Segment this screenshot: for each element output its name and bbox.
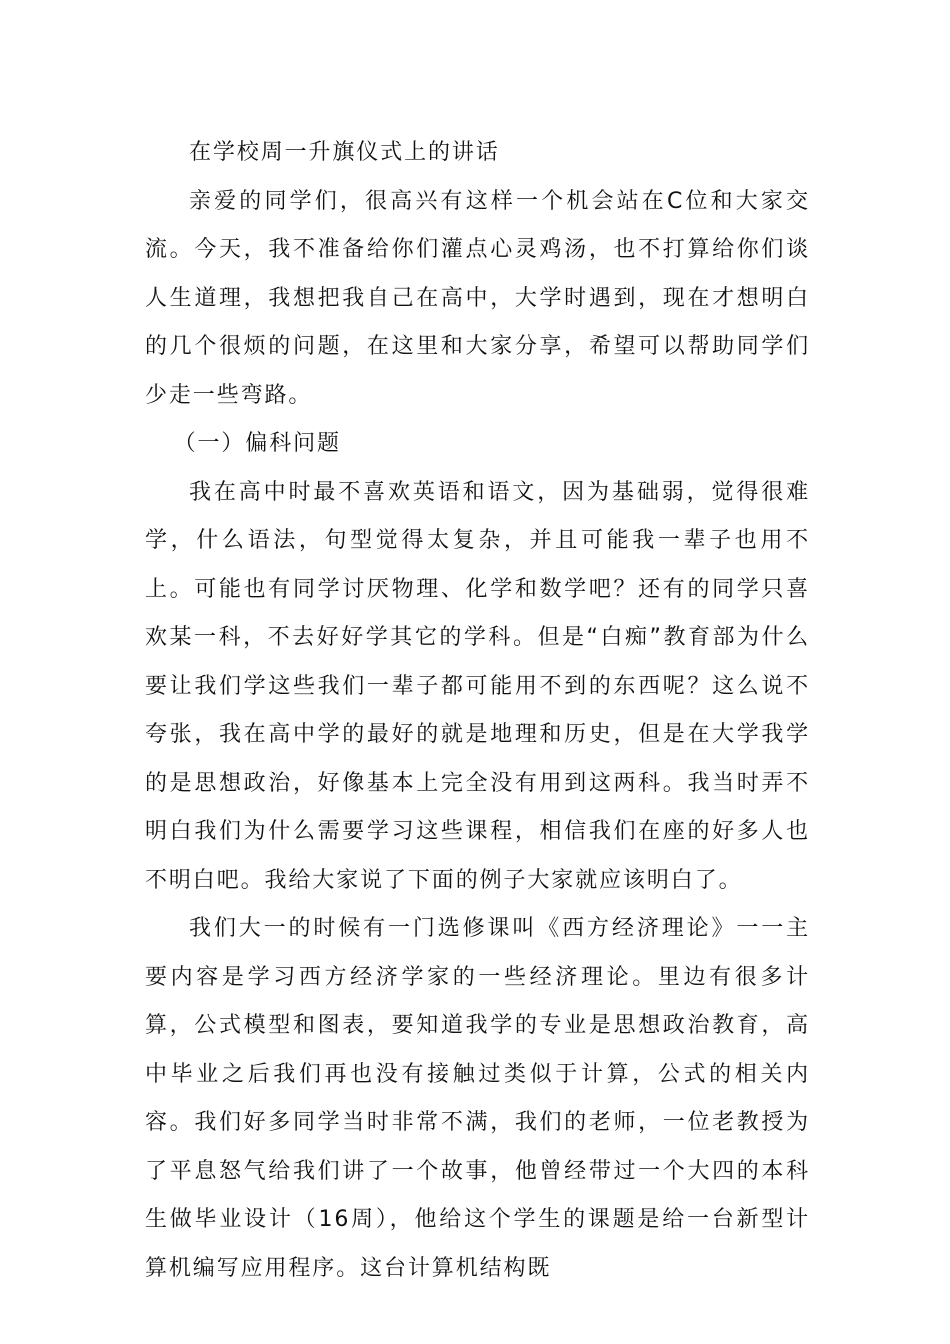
intro-paragraph: 亲爱的同学们，很高兴有这样一个机会站在C位和大家交流。今天，我不准备给你们灌点心灵鸡汤，也不打算给你们谈人生道理，我想把我自己在高中，大学时遇到，现在才想明白的几个很烦的问题，在这里和大家分享，希望可以帮助同学们少走一些弯路。 [145,188,810,408]
section-paragraph-2: 我们大一的时候有一门选修课叫《西方经济理论》一一主要内容是学习西方经济学家的一些经济理论。里边有很多计算，公式模型和图表，要知道我学的专业是思想政治教育，高中毕业之后我们再也没有接触过类似于计算，公式的相关内容。我们好多同学当时非常不满，我们的老师，一位老教授为了平息怒气给我们讲了一个故事，他曾经带过一个大四的本科生做毕业设计（16周），他给这个学生的课题是给一台新型计算机编写应用程序。这台计算机结构既 [145,916,810,1281]
document-body [145,129,810,1293]
section-heading: （一）偏科问题 [173,431,341,456]
section-paragraph-1: 我在高中时最不喜欢英语和语文，因为基础弱，觉得很难学，什么语法，句型觉得太复杂，并且可能我一辈子也用不上。可能也有同学讨厌物理、化学和数学吧？还有的同学只喜欢某一科，不去好好学其它的学科。但是“白痴”教育部为什么要让我们学这些我们一辈子都可能用不到的东西呢？这么说不夸张，我在高中学的最好的就是地理和历史，但是在大学我学的是思想政治，好像基本上完全没有用到这两科。我当时弄不明白我们为什么需要学习这些课程，相信我们在座的好多人也不明白吧。我给大家说了下面的例子大家就应该明白了。 [145,479,810,893]
speech-title: 在学校周一升旗仪式上的讲话 [189,140,500,165]
